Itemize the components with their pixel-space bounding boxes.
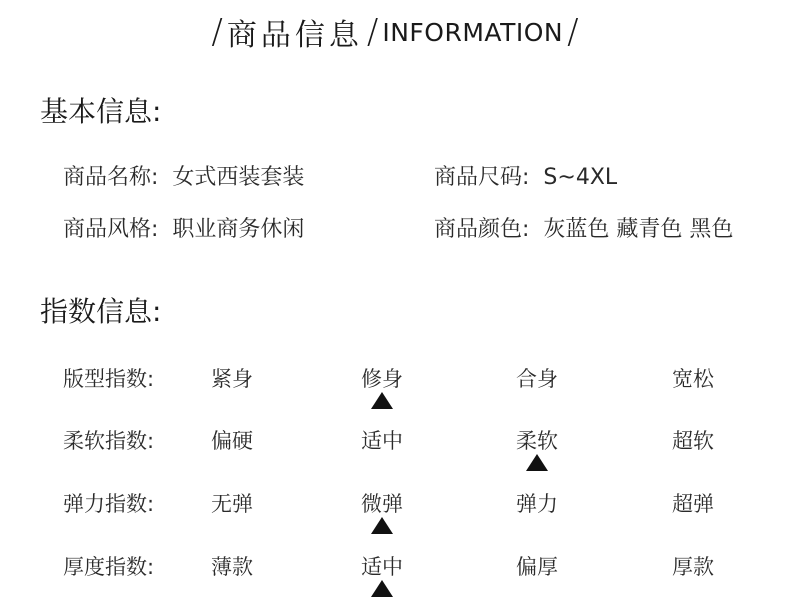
basic-info-heading: 基本信息: — [40, 95, 162, 128]
product-color-value: 灰蓝色 藏青色 黑色 — [543, 217, 734, 242]
product-style-value: 职业商务休闲 — [172, 217, 305, 242]
softness-index-option: 柔软 — [516, 429, 558, 453]
thickness-index-option: 薄款 — [211, 555, 253, 579]
softness-index-option: 超软 — [672, 429, 714, 453]
selected-marker-triangle-icon — [526, 454, 548, 471]
title-slash-middle: / — [366, 12, 379, 52]
fit-index-option: 合身 — [516, 367, 558, 391]
selected-marker-triangle-icon — [371, 392, 393, 409]
page-title — [0, 10, 790, 54]
product-color-label: 商品颜色: — [434, 217, 530, 242]
softness-index-option: 适中 — [361, 429, 403, 453]
elasticity-index-option: 弹力 — [516, 492, 558, 516]
fit-index-label: 版型指数: — [63, 367, 155, 391]
elasticity-index-label: 弹力指数: — [63, 492, 155, 516]
fit-index-option: 宽松 — [672, 367, 714, 391]
title-english: INFORMATION — [382, 17, 564, 47]
thickness-index-label: 厚度指数: — [63, 555, 155, 579]
fit-index-option: 修身 — [361, 367, 403, 391]
title-slash-right: / — [567, 12, 579, 52]
product-name-value: 女式西装套装 — [172, 165, 305, 190]
product-size-label: 商品尺码: — [434, 165, 530, 190]
index-info-heading: 指数信息: — [40, 295, 162, 328]
product-color-field — [434, 212, 733, 243]
elasticity-index-option: 微弹 — [361, 492, 403, 516]
product-size-value: S~4XL — [543, 165, 618, 190]
title-slash-left: / — [211, 12, 223, 52]
selected-marker-triangle-icon — [371, 580, 393, 597]
thickness-index-option: 厚款 — [672, 555, 714, 579]
product-name-field — [63, 160, 304, 191]
fit-index-option: 紧身 — [211, 367, 253, 391]
softness-index-label: 柔软指数: — [63, 429, 155, 453]
elasticity-index-option: 超弹 — [672, 492, 714, 516]
thickness-index-option: 偏厚 — [516, 555, 558, 579]
product-name-label: 商品名称: — [63, 165, 159, 190]
selected-marker-triangle-icon — [371, 517, 393, 534]
thickness-index-option: 适中 — [361, 555, 403, 579]
product-size-field — [434, 160, 617, 191]
product-style-label: 商品风格: — [63, 217, 159, 242]
softness-index-option: 偏硬 — [211, 429, 253, 453]
product-style-field — [63, 212, 304, 243]
title-chinese: 商品信息 — [226, 18, 363, 53]
elasticity-index-option: 无弹 — [211, 492, 253, 516]
